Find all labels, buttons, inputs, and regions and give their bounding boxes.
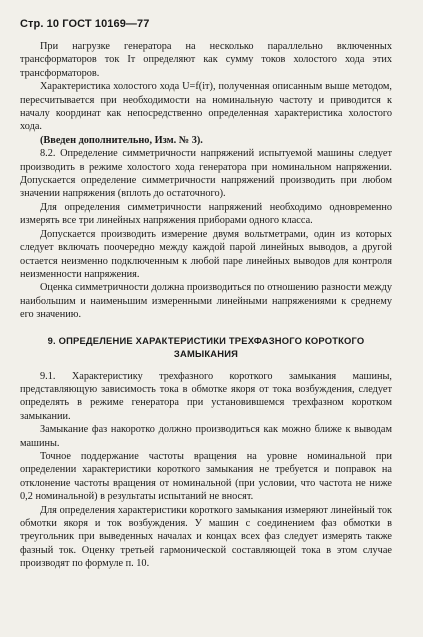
section-heading-line1: 9. ОПРЕДЕЛЕНИЕ ХАРАКТЕРИСТИКИ ТРЕХФАЗНОГО КОРОТКОГО (47, 334, 365, 346)
paragraph-no-load-characteristic: Характеристика холостого хода U=f(iт), полученная описанным выше методом, пересчитывается при необходимости на номинальную частоту и приводится к началу координат как непосредственно определенная характеристика холостого хода. (20, 81, 392, 133)
paragraph-voltmeters: Допускается производить измерение двумя вольтметрами, один из которых следует включать поочередно между каждой парой линейных выводов, а другой остается неизменно подключенным к любой паре линейных выводов для контроля неизменности напряжения. (20, 228, 392, 280)
section-heading (20, 334, 392, 360)
paragraph-measurement: Для определения характеристики короткого замыкания измеряют линейный ток обмотки якоря и ток возбуждения. У машин с соединением фаз обмотки в треугольник при выведенных началах и концах всех фаз следует измерять также фазный ток. Оценку третьей гармонической составляющей тока в этом случае производят по формуле п. 10. (20, 504, 392, 570)
paragraph-phase-shorting: Замыкание фаз накоротко должно производиться как можно ближе к выводам машины. (20, 424, 392, 449)
paragraph-speed-maintenance: Точное поддержание частоты вращения на уровне номинальной при определении характеристики короткого замыкания не требуется и поправок на отклонение частоты вращения от номинальной (при условии, что частота не ниже 0,2 номинальной) в результаты испытаний не вносят. (20, 450, 392, 503)
amendment-note: (Введен дополнительно, Изм. № 3). (40, 134, 203, 146)
section-heading-line2: ЗАМЫКАНИЯ (173, 347, 239, 359)
paragraph-8-2: 8.2. Определение симметричности напряжений испытуемой машины следует производить в режиме холостого хода генератора при номинальном напряжении. Допускается определение симметричности напряжений производить при любом значении напряжения (вплоть до остаточного). (20, 148, 392, 200)
paragraph-transformer-load: При нагрузке генератора на несколько параллельно включенных трансформаторов ток Iт определяют как сумму токов холостого хода этих трансформаторов. (20, 41, 392, 79)
paragraph-9-1: 9.1. Характеристику трехфазного короткого замыкания машины, представляющую зависимость тока в обмотке якоря от тока возбуждения, следует определять в режиме генератора при установившемся трехфазном коротком замыкании. (20, 370, 392, 422)
paragraph-symmetry-assessment: Оценка симметричности должна производиться по отношению разности между наибольшим и наименьшим измеренными линейными напряжениями к среднему его значению. (20, 282, 392, 321)
paragraph-measure-voltages: Для определения симметричности напряжений необходимо одновременно измерять все три линейных напряжения приборами одного класса. (20, 201, 392, 227)
document-body (20, 40, 392, 571)
page-header: Стр. 10 ГОСТ 10169—77 (20, 18, 150, 30)
